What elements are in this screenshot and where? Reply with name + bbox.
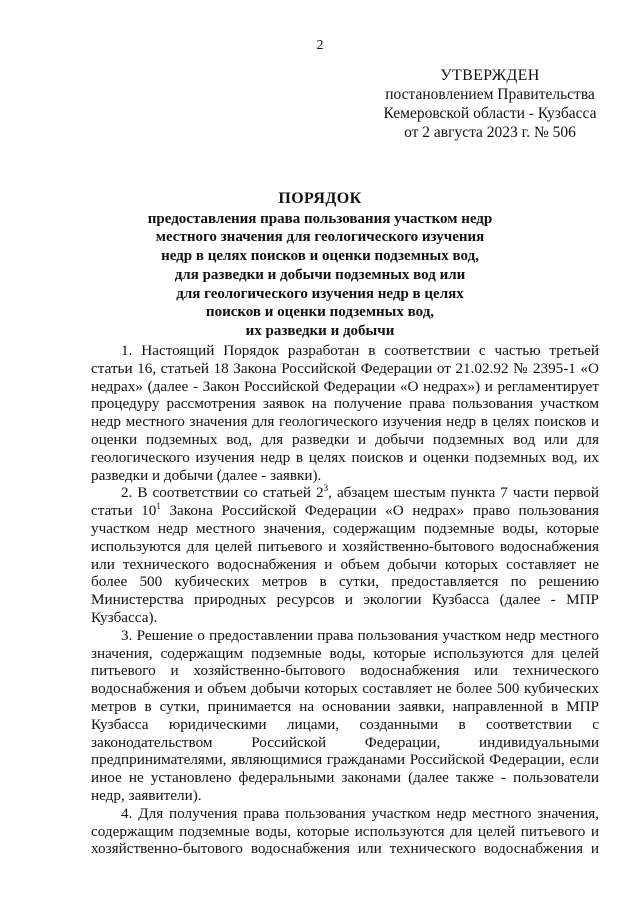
page-number: 2	[316, 38, 324, 53]
approval-line: Кемеровской области - Кузбасса	[383, 105, 597, 122]
title-line: поисков и оценки подземных вод,	[205, 304, 435, 321]
title-main: ПОРЯДОК	[278, 190, 362, 207]
paragraph-2-text: Закона Российской Федерации «О недрах» право пользования участком недр местного значения, содержащим подземные воды, которые используются для целей питьевого и хозяйственно-бытового водоснабжения или технического водоснабжения и объем добычи которых составляет не более 500 кубических метров в сутки, предоставляется по решению Министерства природных ресурсов и экологии Кузбасса (далее - МПР Кузбасса).	[91, 502, 599, 626]
title-line: местного значения для геологического изучения	[155, 229, 485, 246]
approval-stamp	[360, 66, 620, 142]
title-line: недр в целях поисков и оценки подземных вод,	[161, 248, 479, 265]
superscript: 1	[156, 501, 161, 512]
paragraph-1: 1. Настоящий Порядок разработан в соответствии с частью третьей статьи 16, статьей 18 Закона Российской Федерации от 21.02.92 № 2395-1 «О недрах» (далее - Закон Российской Федерации «О недрах») и регламентирует процедуру рассмотрения заявок на получение права пользования участком недр местного значения для геологического изучения недр в целях поисков и оценки подземных вод, для разведки и добычи подземных вод или для геологического изучения недр в целях поисков и оценки подземных вод, их разведки и добычи (далее - заявки).	[91, 342, 599, 484]
paragraph-4: 4. Для получения права пользования участком недр местного значения, содержащим подземные воды, которые используются для целей питьевого и хозяйственно-бытового водоснабжения или технического водоснабжения и	[91, 804, 599, 858]
title-line: для разведки и добычи подземных вод или	[174, 266, 466, 283]
approval-line: от 2 августа 2023 г. № 506	[404, 124, 576, 141]
paragraph-2-text: 2. В соответствии со статьей 2	[121, 484, 324, 502]
paragraph-3: 3. Решение о предоставлении права пользования участком недр местного значения, содержащим подземные воды, которые используются для целей питьевого и хозяйственно-бытового водоснабжения или технического водоснабжения и объем добычи которых составляет не более 500 кубических метров в сутки, принимается на основании заявки, направленной в МПР Кузбасса юридическими лицами, созданными в соответствии с законодательством Российской Федерации, индивидуальными предпринимателями, являющимися гражданами Российской Федерации, если иное не установлено федеральными законами (далее также - пользователи недр, заявители).	[91, 626, 599, 804]
title-line: предоставления права пользования участком недр	[147, 210, 493, 227]
title-line: их разведки и добычи	[245, 322, 395, 339]
document-title	[0, 190, 640, 341]
paragraph-2-text: , абзацем шестым пункта 7 части первой статьи 10	[91, 484, 599, 520]
approval-line: постановлением Правительства	[385, 86, 595, 103]
title-line: для геологического изучения недр в целях	[176, 285, 464, 302]
document-body	[91, 342, 599, 858]
approval-title: УТВЕРЖДЕН	[440, 67, 540, 84]
paragraph-2	[91, 484, 599, 626]
superscript: 3	[323, 483, 329, 494]
